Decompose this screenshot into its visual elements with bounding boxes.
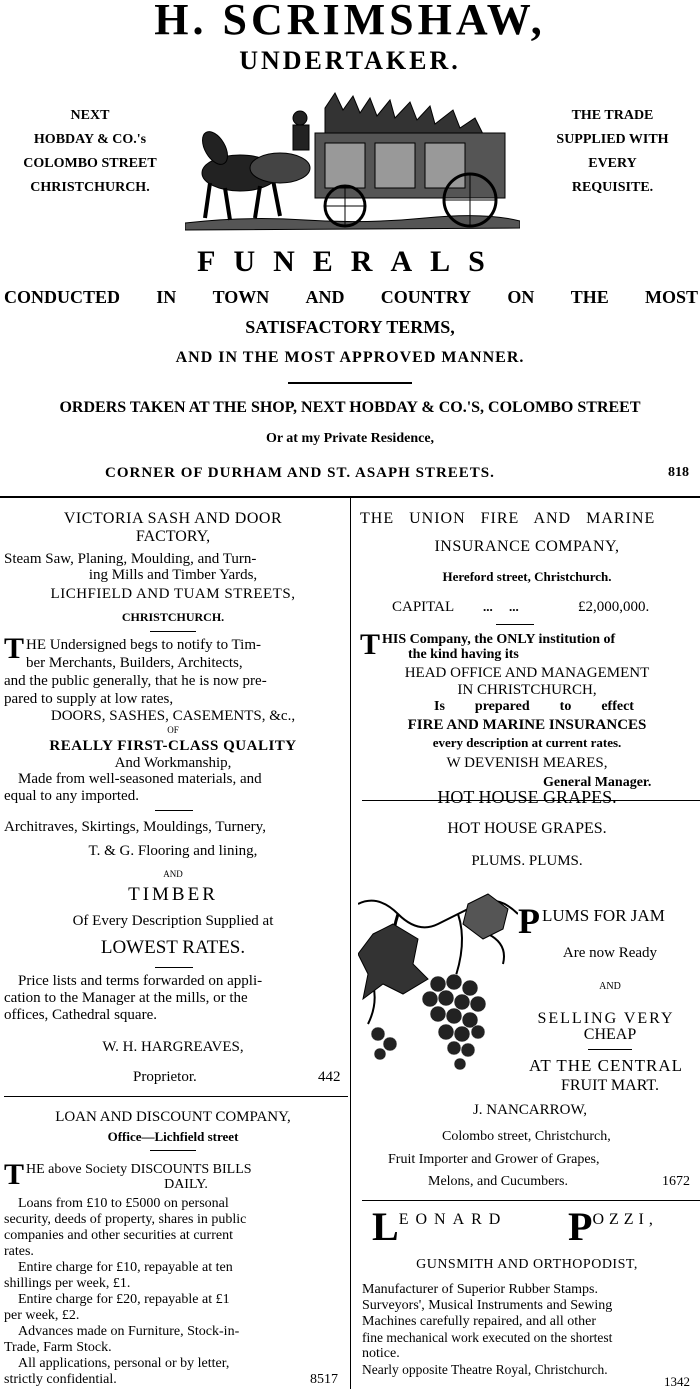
divider: [155, 810, 193, 811]
victoria-text: offices, Cathedral square.: [4, 1007, 157, 1023]
grapes-street: Colombo street, Christchurch,: [442, 1129, 611, 1144]
jam-line: LUMS FOR JAM: [542, 906, 665, 925]
loan-body: [4, 1158, 346, 1192]
grape-vine-illustration: [358, 884, 518, 1084]
victoria-text: ing Mills and Timber Yards,: [88, 567, 258, 583]
divider: [155, 967, 193, 968]
divider: [588, 1049, 632, 1050]
word: effect: [601, 699, 634, 714]
union-head-office: HEAD OFFICE AND MANAGEMENT: [404, 665, 650, 681]
pozzi-trade: GUNSMITH AND ORTHOPODIST,: [416, 1257, 638, 1272]
loan-line: companies and other securities at current: [4, 1228, 233, 1243]
loan-line: security, deeds of property, shares in public: [4, 1212, 247, 1227]
victoria-of: OF: [167, 725, 179, 735]
pozzi-line: Manufacturer of Superior Rubber Stamps.: [362, 1282, 598, 1297]
grapes-plums: PLUMS. PLUMS.: [471, 853, 583, 869]
grapes-and: AND: [599, 981, 621, 992]
conducted-line: [4, 284, 698, 310]
loan-line: Entire charge for £10, repayable at ten: [18, 1260, 233, 1275]
victoria-text: Of Every Description Supplied at: [72, 913, 274, 929]
victoria-text: equal to any imported.: [4, 788, 139, 804]
grapes-mart: FRUIT MART.: [560, 1077, 659, 1094]
approved-manner: AND IN THE MOST APPROVED MANNER.: [175, 349, 525, 366]
corner-streets: CORNER OF DURHAM AND ST. ASAPH STREETS.: [105, 465, 495, 481]
union-every: every description at current rates.: [432, 735, 622, 750]
pozzi-line: fine mechanical work executed on the shortest: [362, 1330, 613, 1345]
word: THE: [570, 287, 609, 307]
scrimshaw-left-block: [0, 104, 180, 200]
body-line: pared to supply at low rates,: [4, 691, 174, 707]
scrimshaw-name: H. SCRIMSHAW,: [154, 0, 546, 44]
union-body: [360, 628, 700, 662]
ref-number: 818: [668, 465, 689, 480]
loan-office: Office—Lichfield street: [107, 1129, 239, 1144]
column-rule: [350, 498, 351, 1389]
victoria-doors: DOORS, SASHES, CASEMENTS, &c.,: [50, 708, 296, 724]
victoria-proprietor: Proprietor.: [133, 1069, 197, 1085]
word: Is: [434, 699, 445, 714]
union-prepared: [434, 698, 634, 716]
victoria-timber: TIMBER: [128, 884, 218, 905]
victoria-text: Price lists and terms forwarded on appli-: [18, 973, 263, 989]
loan-line: Advances made on Furniture, Stock-in-: [18, 1324, 240, 1339]
grapes-cheap: CHEAP: [583, 1026, 637, 1043]
ref-number: 1342: [664, 1374, 690, 1389]
union-capital-label: CAPITAL: [392, 599, 455, 615]
union-title: THE UNION FIRE AND MARINE: [360, 510, 656, 527]
word: TOWN: [212, 287, 270, 307]
scrimshaw-right-block: [525, 104, 700, 200]
union-manager: W DEVENISH MEARES,: [446, 755, 608, 771]
drop-cap: T: [4, 632, 25, 665]
union-capital-dots: ... ...: [483, 599, 519, 614]
satisfactory-terms: SATISFACTORY TERMS,: [245, 317, 455, 337]
word: ON: [507, 287, 535, 307]
victoria-body: [4, 632, 346, 708]
divider: [150, 1150, 196, 1151]
victoria-streets: LICHFIELD AND TUAM STREETS,: [50, 586, 296, 602]
right-line: THE TRADE: [571, 108, 654, 123]
name-part: OZZI,: [592, 1211, 658, 1228]
grapes-ready: Are now Ready: [562, 945, 658, 961]
victoria-text: Architraves, Skirtings, Mouldings, Turnery,: [4, 819, 266, 835]
loan-line: Entire charge for £20, repayable at £1: [18, 1292, 230, 1307]
grapes-jam: [518, 901, 700, 941]
horizontal-rule: [362, 1200, 700, 1201]
victoria-lowest: LOWEST RATES.: [100, 937, 246, 958]
word: MOST: [644, 287, 698, 307]
left-line: CHRISTCHURCH.: [30, 180, 150, 195]
grapes-selling: SELLING VERY: [537, 1010, 675, 1027]
drop-cap: T: [4, 1158, 25, 1191]
ref-number: 8517: [310, 1372, 338, 1387]
word: IN: [156, 287, 177, 307]
left-line: HOBDAY & CO.'s: [33, 132, 147, 147]
body-line: DAILY.: [164, 1177, 208, 1192]
loan-line: Loans from £10 to £5000 on personal: [18, 1196, 229, 1211]
left-line: NEXT: [70, 108, 110, 123]
victoria-text: cation to the Manager at the mills, or the: [4, 990, 248, 1006]
word: COUNTRY: [380, 287, 472, 307]
drop-cap: P: [568, 1204, 593, 1249]
word: CONDUCTED: [4, 287, 121, 307]
pozzi-name-last: [568, 1204, 658, 1249]
scrimshaw-trade: UNDERTAKER.: [239, 46, 461, 75]
right-line: EVERY: [588, 156, 637, 171]
pozzi-line: Nearly opposite Theatre Royal, Christchurch.: [362, 1362, 608, 1377]
orders-taken: ORDERS TAKEN AT THE SHOP, NEXT HOBDAY & CO.'S, COLOMBO STREET: [59, 399, 641, 416]
loan-line: rates.: [4, 1244, 34, 1259]
word: prepared: [474, 699, 530, 714]
left-line: COLOMBO STREET: [23, 156, 157, 171]
drop-cap: P: [518, 901, 540, 941]
body-line: HE Undersigned begs to notify to Tim-: [26, 637, 262, 653]
union-address: Hereford street, Christchurch.: [442, 569, 612, 584]
pozzi-line: Surveyors', Musical Instruments and Sewing: [362, 1298, 613, 1313]
victoria-text: T. & G. Flooring and lining,: [88, 843, 258, 859]
loan-line: Trade, Farm Stock.: [4, 1340, 112, 1355]
grapes-importer: Fruit Importer and Grower of Grapes,: [388, 1152, 600, 1167]
body-line: the kind having its: [408, 647, 519, 662]
loan-title: LOAN AND DISCOUNT COMPANY,: [55, 1109, 291, 1125]
union-fire: FIRE AND MARINE INSURANCES: [407, 717, 647, 733]
union-title: INSURANCE COMPANY,: [434, 538, 620, 555]
body-line: HE above Society DISCOUNTS BILLS: [26, 1162, 252, 1177]
loan-line: All applications, personal or by letter,: [18, 1356, 230, 1371]
loan-line: shillings per week, £1.: [4, 1276, 131, 1291]
funerals-heading: FUNERALS: [197, 245, 503, 278]
pozzi-name-first: [372, 1204, 508, 1249]
grapes-owner: J. NANCARROW,: [472, 1102, 588, 1118]
loan-line: strictly confidential.: [4, 1372, 117, 1387]
victoria-text: Steam Saw, Planing, Moulding, and Turn-: [4, 551, 257, 567]
body-line: ber Merchants, Builders, Architects,: [26, 655, 243, 671]
ref-number: 442: [318, 1069, 341, 1085]
divider: [150, 631, 196, 632]
divider: [496, 624, 534, 625]
drop-cap: T: [360, 628, 381, 661]
loan-line: per week, £2.: [4, 1308, 80, 1323]
body-line: and the public generally, that he is now pre-: [4, 673, 267, 689]
private-residence: Or at my Private Residence,: [265, 431, 435, 446]
grapes-melons: Melons, and Cucumbers.: [428, 1174, 568, 1189]
pozzi-line: Machines carefully repaired, and all other: [362, 1314, 597, 1329]
name-part: EONARD: [398, 1211, 508, 1228]
victoria-workmanship: And Workmanship,: [114, 755, 232, 771]
ref-number: 1672: [662, 1174, 690, 1189]
union-manager-title: General Manager.: [543, 775, 652, 790]
grapes-at-the: AT THE CENTRAL: [528, 1056, 684, 1075]
right-line: REQUISITE.: [571, 180, 654, 195]
victoria-owner: W. H. HARGREAVES,: [102, 1039, 244, 1055]
divider: [288, 382, 412, 384]
body-line: HIS Company, the ONLY institution of: [382, 632, 616, 647]
word: AND: [305, 287, 345, 307]
pozzi-line: notice.: [362, 1346, 400, 1361]
union-capital-value: £2,000,000.: [578, 599, 650, 615]
grapes-title: HOT HOUSE GRAPES.: [447, 820, 607, 837]
victoria-quality: REALLY FIRST-CLASS QUALITY: [49, 738, 297, 754]
union-in-chch: IN CHRISTCHURCH,: [457, 682, 597, 698]
victoria-text: Made from well-seasoned materials, and: [18, 771, 262, 787]
drop-cap: L: [372, 1204, 399, 1249]
grapes-title-large: HOT HOUSE GRAPES.: [437, 787, 617, 807]
victoria-city: CHRISTCHURCH.: [121, 610, 225, 624]
hearse-illustration: [185, 88, 520, 238]
horizontal-rule: [4, 1096, 348, 1097]
right-line: SUPPLIED WITH: [556, 132, 669, 147]
victoria-title: VICTORIA SASH AND DOOR: [63, 510, 283, 527]
victoria-and: AND: [163, 869, 183, 879]
word: to: [559, 699, 572, 714]
victoria-title: FACTORY,: [135, 528, 211, 545]
